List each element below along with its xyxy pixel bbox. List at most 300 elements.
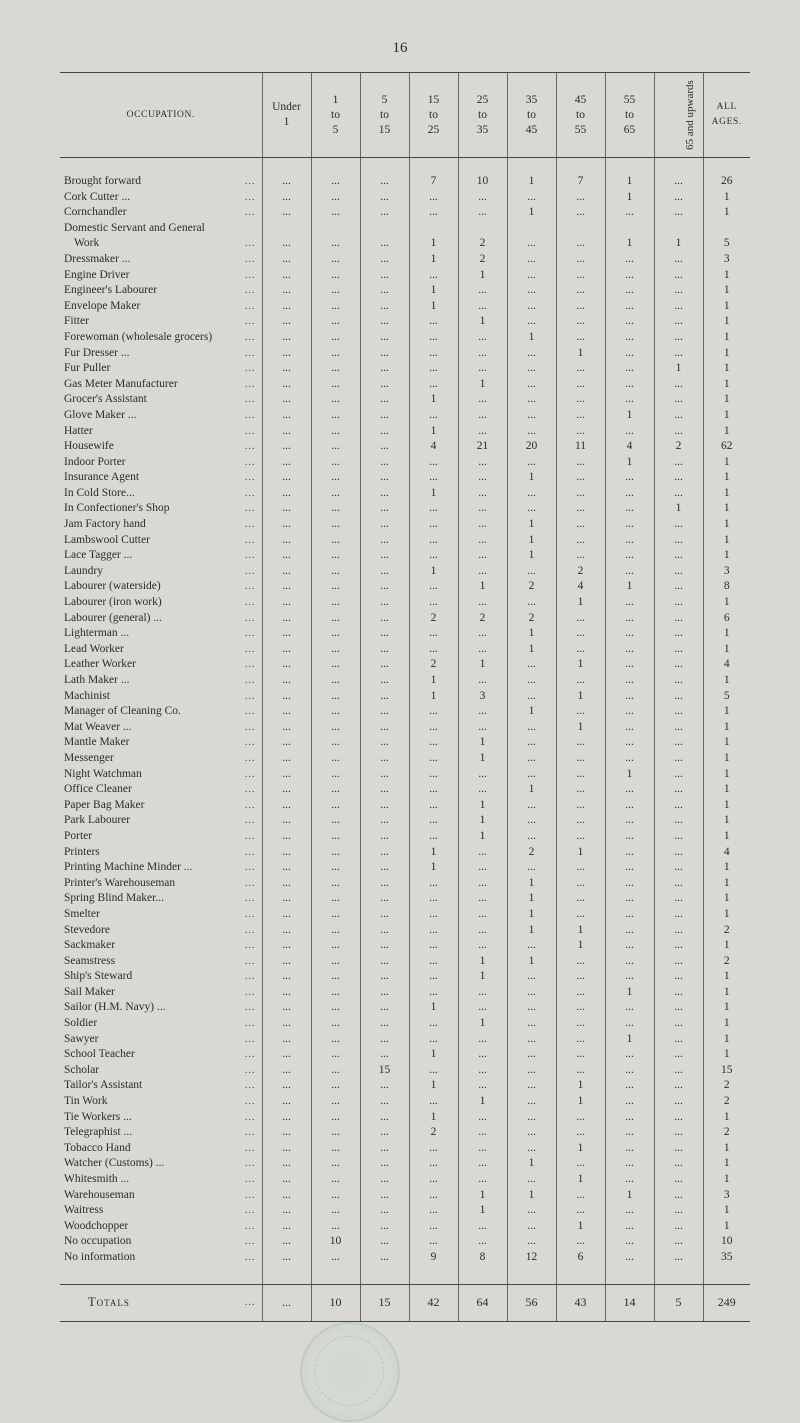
- all-ages-cell: 1: [703, 1141, 750, 1157]
- table-row: [60, 720, 750, 736]
- all-ages-cell: 1: [703, 268, 750, 284]
- count-cell: ...: [311, 190, 360, 206]
- count-cell: ...: [654, 860, 703, 876]
- leader-dots: ...: [245, 955, 256, 967]
- count-cell: ...: [262, 657, 311, 673]
- count-cell: ...: [458, 938, 507, 954]
- occupation-name: Telegraphist ...: [64, 1126, 133, 1139]
- count-cell: ...: [311, 1094, 360, 1110]
- table-row: [60, 938, 750, 954]
- occupation-column-header: OCCUPATION.: [60, 73, 262, 158]
- count-cell: ...: [262, 346, 311, 362]
- count-cell: ...: [507, 657, 556, 673]
- count-cell: ...: [360, 689, 409, 705]
- count-cell: ...: [409, 626, 458, 642]
- count-cell: 7: [409, 174, 458, 190]
- leader-dots: ...: [245, 1189, 256, 1201]
- count-cell: ...: [458, 673, 507, 689]
- table-row: [60, 1125, 750, 1141]
- count-cell: ...: [458, 564, 507, 580]
- count-cell: ...: [654, 1234, 703, 1250]
- count-cell: 1: [556, 595, 605, 611]
- count-cell: ...: [654, 985, 703, 1001]
- all-ages-cell: 1: [703, 704, 750, 720]
- count-cell: 1: [507, 642, 556, 658]
- occupation-cell: [60, 876, 262, 892]
- all-ages-cell: 1: [703, 735, 750, 751]
- count-cell: ...: [605, 1047, 654, 1063]
- occupation-cell: [60, 268, 262, 284]
- count-cell: 1: [458, 314, 507, 330]
- count-cell: ...: [605, 611, 654, 627]
- count-cell: ...: [262, 205, 311, 221]
- count-cell: ...: [360, 205, 409, 221]
- table-row: [60, 439, 750, 455]
- all-ages-cell: 35: [703, 1250, 750, 1266]
- occupation-name: Tie Workers ...: [64, 1110, 132, 1123]
- occupation-name: Lambswool Cutter: [64, 533, 150, 546]
- count-cell: ...: [311, 533, 360, 549]
- count-cell: 1: [507, 626, 556, 642]
- leader-dots: ...: [245, 628, 256, 640]
- count-cell: ...: [605, 1141, 654, 1157]
- count-cell: ...: [654, 813, 703, 829]
- all-ages-cell: 15: [703, 1063, 750, 1079]
- count-cell: ...: [262, 907, 311, 923]
- table-row: [60, 470, 750, 486]
- blank-cell: [360, 158, 409, 175]
- occupation-cell: [60, 798, 262, 814]
- count-cell: ...: [360, 252, 409, 268]
- count-cell: ...: [507, 595, 556, 611]
- leader-dots: ...: [245, 550, 256, 562]
- occupation-cell: [60, 455, 262, 471]
- count-cell: ...: [360, 1000, 409, 1016]
- count-cell: ...: [311, 1110, 360, 1126]
- count-cell: ...: [458, 1234, 507, 1250]
- count-cell: ...: [556, 236, 605, 252]
- count-cell: ...: [605, 907, 654, 923]
- count-cell: ...: [360, 346, 409, 362]
- table-header: [60, 73, 750, 158]
- library-stamp: [300, 1322, 400, 1422]
- table-row: [60, 1110, 750, 1126]
- total-cell: 64: [458, 1284, 507, 1321]
- table-row: [60, 969, 750, 985]
- count-cell: 1: [507, 174, 556, 190]
- count-cell: ...: [605, 361, 654, 377]
- count-cell: ...: [605, 798, 654, 814]
- count-cell: ...: [311, 673, 360, 689]
- count-cell: 1: [458, 1188, 507, 1204]
- count-cell: 1: [654, 236, 703, 252]
- count-cell: ...: [360, 704, 409, 720]
- leader-dots: ...: [245, 721, 256, 733]
- count-cell: ...: [458, 860, 507, 876]
- count-cell: ...: [556, 1156, 605, 1172]
- count-cell: 1: [507, 954, 556, 970]
- count-cell: ...: [262, 720, 311, 736]
- occupation-name: Printers: [64, 845, 100, 858]
- count-cell: ...: [654, 1203, 703, 1219]
- leader-dots: ...: [245, 1002, 256, 1014]
- age-column-header: [311, 73, 360, 158]
- count-cell: ...: [311, 1156, 360, 1172]
- count-cell: ...: [262, 813, 311, 829]
- count-cell: ...: [409, 408, 458, 424]
- age-header-line: 25: [476, 93, 489, 106]
- count-cell: ...: [458, 1063, 507, 1079]
- count-cell: ...: [605, 533, 654, 549]
- occupation-cell: [60, 845, 262, 861]
- occupation-name: Brought forward: [64, 175, 141, 187]
- count-cell: ...: [360, 829, 409, 845]
- count-cell: ...: [262, 330, 311, 346]
- count-cell: ...: [605, 642, 654, 658]
- count-cell: ...: [507, 1078, 556, 1094]
- count-cell: ...: [654, 283, 703, 299]
- count-cell: ...: [262, 704, 311, 720]
- count-cell: ...: [507, 1000, 556, 1016]
- count-cell: 1: [556, 1219, 605, 1235]
- leader-dots: ...: [245, 425, 256, 437]
- age-header-line: 45: [574, 93, 587, 106]
- count-cell: [507, 221, 556, 237]
- occupation-name: Messenger: [64, 751, 114, 764]
- count-cell: ...: [507, 236, 556, 252]
- count-cell: 1: [507, 923, 556, 939]
- all-ages-cell: 2: [703, 1094, 750, 1110]
- count-cell: ...: [311, 517, 360, 533]
- leader-dots: ...: [245, 846, 256, 858]
- count-cell: 1: [605, 767, 654, 783]
- count-cell: ...: [605, 346, 654, 362]
- occupation-name: Porter: [64, 829, 93, 842]
- count-cell: ...: [311, 1032, 360, 1048]
- count-cell: ...: [605, 252, 654, 268]
- count-cell: ...: [507, 767, 556, 783]
- count-cell: ...: [311, 564, 360, 580]
- leader-dots: ...: [245, 752, 256, 764]
- count-cell: ...: [311, 595, 360, 611]
- count-cell: [458, 221, 507, 237]
- count-cell: ...: [605, 486, 654, 502]
- count-cell: ...: [311, 860, 360, 876]
- all-ages-cell: 1: [703, 907, 750, 923]
- occupation-cell: [60, 1032, 262, 1048]
- count-cell: ...: [409, 579, 458, 595]
- leader-dots: ...: [245, 893, 256, 905]
- occupation-cell: [60, 657, 262, 673]
- count-cell: ...: [311, 346, 360, 362]
- count-cell: ...: [262, 798, 311, 814]
- count-cell: ...: [458, 330, 507, 346]
- occupation-name: Sackmaker: [64, 939, 116, 952]
- occupation-name: Hatter: [64, 424, 93, 437]
- count-cell: [605, 221, 654, 237]
- count-cell: ...: [458, 361, 507, 377]
- count-cell: ...: [605, 657, 654, 673]
- age-header-line: 55: [623, 93, 636, 106]
- age-header-line: to: [331, 108, 340, 121]
- count-cell: 9: [409, 1250, 458, 1266]
- count-cell: 1: [556, 845, 605, 861]
- count-cell: ...: [360, 657, 409, 673]
- blank-cell: [409, 158, 458, 175]
- count-cell: ...: [605, 860, 654, 876]
- count-cell: ...: [360, 673, 409, 689]
- occupation-cell: [60, 673, 262, 689]
- table-row: [60, 252, 750, 268]
- count-cell: ...: [654, 268, 703, 284]
- blank-cell: [605, 158, 654, 175]
- occupation-cell: [60, 346, 262, 362]
- occupation-name: Sailor (H.M. Navy) ...: [64, 1001, 166, 1014]
- count-cell: ...: [556, 1032, 605, 1048]
- occupation-name: Mantle Maker: [64, 736, 130, 749]
- occupation-cell: [60, 860, 262, 876]
- all-ages-cell: 1: [703, 595, 750, 611]
- leader-dots: ...: [245, 597, 256, 609]
- count-cell: ...: [605, 923, 654, 939]
- count-cell: ...: [654, 455, 703, 471]
- count-cell: ...: [556, 1016, 605, 1032]
- occupation-cell: [60, 735, 262, 751]
- count-cell: 1: [605, 236, 654, 252]
- count-cell: ...: [654, 845, 703, 861]
- count-cell: 21: [458, 439, 507, 455]
- age-header-line: to: [576, 108, 585, 121]
- table-row: [60, 579, 750, 595]
- count-cell: ...: [262, 1110, 311, 1126]
- count-cell: ...: [458, 782, 507, 798]
- count-cell: 1: [556, 1141, 605, 1157]
- count-cell: ...: [262, 985, 311, 1001]
- count-cell: ...: [311, 283, 360, 299]
- count-cell: ...: [507, 1094, 556, 1110]
- count-cell: ...: [556, 626, 605, 642]
- count-cell: ...: [311, 377, 360, 393]
- all-ages-cell: 5: [703, 236, 750, 252]
- count-cell: ...: [556, 252, 605, 268]
- count-cell: ...: [360, 1219, 409, 1235]
- count-cell: 1: [605, 455, 654, 471]
- count-cell: ...: [360, 907, 409, 923]
- table-row: [60, 517, 750, 533]
- count-cell: ...: [409, 829, 458, 845]
- count-cell: ...: [360, 439, 409, 455]
- count-cell: ...: [556, 1125, 605, 1141]
- all-ages-cell: 1: [703, 1016, 750, 1032]
- table-row: [60, 813, 750, 829]
- count-cell: ...: [311, 470, 360, 486]
- count-cell: ...: [556, 205, 605, 221]
- occupation-name: Smelter: [64, 907, 100, 920]
- count-cell: ...: [311, 704, 360, 720]
- occupation-name: Envelope Maker: [64, 299, 141, 312]
- count-cell: ...: [360, 1016, 409, 1032]
- count-cell: ...: [311, 1141, 360, 1157]
- count-cell: ...: [556, 533, 605, 549]
- count-cell: ...: [262, 548, 311, 564]
- occupation-cell: [60, 1156, 262, 1172]
- count-cell: ...: [262, 268, 311, 284]
- occupation-name: Watcher (Customs) ...: [64, 1157, 165, 1170]
- count-cell: ...: [654, 299, 703, 315]
- count-cell: ...: [360, 720, 409, 736]
- count-cell: ...: [311, 486, 360, 502]
- table-row: [60, 782, 750, 798]
- count-cell: ...: [311, 439, 360, 455]
- occupation-name: Gas Meter Manufacturer: [64, 377, 178, 390]
- occupation-age-table: [60, 72, 750, 1322]
- count-cell: ...: [654, 1063, 703, 1079]
- count-cell: ...: [409, 720, 458, 736]
- count-cell: 20: [507, 439, 556, 455]
- count-cell: ...: [556, 455, 605, 471]
- all-ages-cell: 1: [703, 876, 750, 892]
- occupation-cell: [60, 1188, 262, 1204]
- count-cell: ...: [262, 501, 311, 517]
- leader-dots: ...: [245, 1236, 256, 1248]
- count-cell: 1: [605, 190, 654, 206]
- count-cell: 1: [605, 1032, 654, 1048]
- count-cell: ...: [409, 548, 458, 564]
- count-cell: ...: [605, 829, 654, 845]
- leader-dots: ...: [245, 565, 256, 577]
- count-cell: ...: [360, 548, 409, 564]
- count-cell: 1: [409, 252, 458, 268]
- count-cell: 1: [409, 236, 458, 252]
- count-cell: ...: [262, 595, 311, 611]
- occupation-name: Night Watchman: [64, 767, 142, 780]
- occupation-cell: [60, 923, 262, 939]
- age-header-line: to: [625, 108, 634, 121]
- count-cell: 1: [409, 283, 458, 299]
- count-cell: ...: [654, 1032, 703, 1048]
- occupation-name: Dressmaker ...: [64, 252, 131, 265]
- count-cell: ...: [458, 501, 507, 517]
- count-cell: ...: [458, 626, 507, 642]
- table-row: [60, 486, 750, 502]
- count-cell: ...: [556, 424, 605, 440]
- age-header-line: 65: [623, 123, 636, 136]
- table-row: [60, 501, 750, 517]
- all-ages-cell: 1: [703, 798, 750, 814]
- blank-cell: [556, 1266, 605, 1285]
- leader-dots: ...: [245, 940, 256, 952]
- count-cell: ...: [311, 891, 360, 907]
- count-cell: 1: [556, 938, 605, 954]
- count-cell: ...: [654, 829, 703, 845]
- count-cell: ...: [311, 579, 360, 595]
- count-cell: ...: [654, 907, 703, 923]
- count-cell: ...: [262, 1141, 311, 1157]
- leader-dots: ...: [245, 1096, 256, 1108]
- count-cell: ...: [360, 236, 409, 252]
- count-cell: ...: [507, 1234, 556, 1250]
- count-cell: ...: [654, 579, 703, 595]
- count-cell: ...: [507, 720, 556, 736]
- table-row: [60, 455, 750, 471]
- count-cell: ...: [605, 299, 654, 315]
- leader-dots: ...: [245, 316, 256, 328]
- count-cell: ...: [605, 1203, 654, 1219]
- count-cell: 1: [458, 798, 507, 814]
- all-ages-cell: 1: [703, 1203, 750, 1219]
- occupation-cell: [60, 1172, 262, 1188]
- count-cell: ...: [311, 798, 360, 814]
- table-row: [60, 860, 750, 876]
- count-cell: ...: [507, 1172, 556, 1188]
- count-cell: ...: [360, 751, 409, 767]
- occupation-name: Machinist: [64, 689, 110, 702]
- count-cell: ...: [605, 813, 654, 829]
- count-cell: ...: [262, 283, 311, 299]
- leader-dots: ...: [245, 1158, 256, 1170]
- occupation-name: Soldier: [64, 1017, 98, 1030]
- occupation-name: Woodchopper: [64, 1219, 129, 1232]
- occupation-cell: [60, 1110, 262, 1126]
- count-cell: ...: [556, 1188, 605, 1204]
- count-cell: ...: [654, 1110, 703, 1126]
- count-cell: 1: [409, 299, 458, 315]
- occupation-cell: [60, 720, 262, 736]
- count-cell: 1: [458, 579, 507, 595]
- count-cell: ...: [654, 1172, 703, 1188]
- table-row: [60, 361, 750, 377]
- count-cell: ...: [311, 751, 360, 767]
- count-cell: ...: [605, 548, 654, 564]
- count-cell: 2: [556, 564, 605, 580]
- count-cell: ...: [360, 361, 409, 377]
- occupation-cell: [60, 611, 262, 627]
- count-cell: ...: [507, 751, 556, 767]
- count-cell: ...: [605, 205, 654, 221]
- count-cell: 1: [458, 735, 507, 751]
- count-cell: ...: [360, 424, 409, 440]
- occupation-name: Fur Dresser ...: [64, 346, 130, 359]
- occupation-cell: [60, 626, 262, 642]
- count-cell: ...: [311, 1125, 360, 1141]
- occupation-cell: [60, 1063, 262, 1079]
- leader-dots: ...: [245, 176, 256, 187]
- count-cell: ...: [262, 969, 311, 985]
- count-cell: ...: [605, 1172, 654, 1188]
- count-cell: ...: [360, 938, 409, 954]
- count-cell: ...: [360, 517, 409, 533]
- all-ages-cell: 1: [703, 751, 750, 767]
- occupation-name: In Cold Store...: [64, 486, 135, 499]
- count-cell: ...: [507, 938, 556, 954]
- age-column-header: [262, 73, 311, 158]
- count-cell: ...: [654, 751, 703, 767]
- leader-dots: ...: [245, 1251, 256, 1263]
- count-cell: 1: [556, 923, 605, 939]
- count-cell: ...: [409, 1234, 458, 1250]
- total-cell: 5: [654, 1284, 703, 1321]
- count-cell: 1: [458, 1016, 507, 1032]
- table-row: [60, 548, 750, 564]
- count-cell: ...: [360, 330, 409, 346]
- count-cell: ...: [556, 642, 605, 658]
- occupation-cell: [60, 642, 262, 658]
- count-cell: ...: [262, 377, 311, 393]
- table-row: [60, 751, 750, 767]
- table-row: [60, 1047, 750, 1063]
- count-cell: ...: [605, 1110, 654, 1126]
- count-cell: ...: [458, 205, 507, 221]
